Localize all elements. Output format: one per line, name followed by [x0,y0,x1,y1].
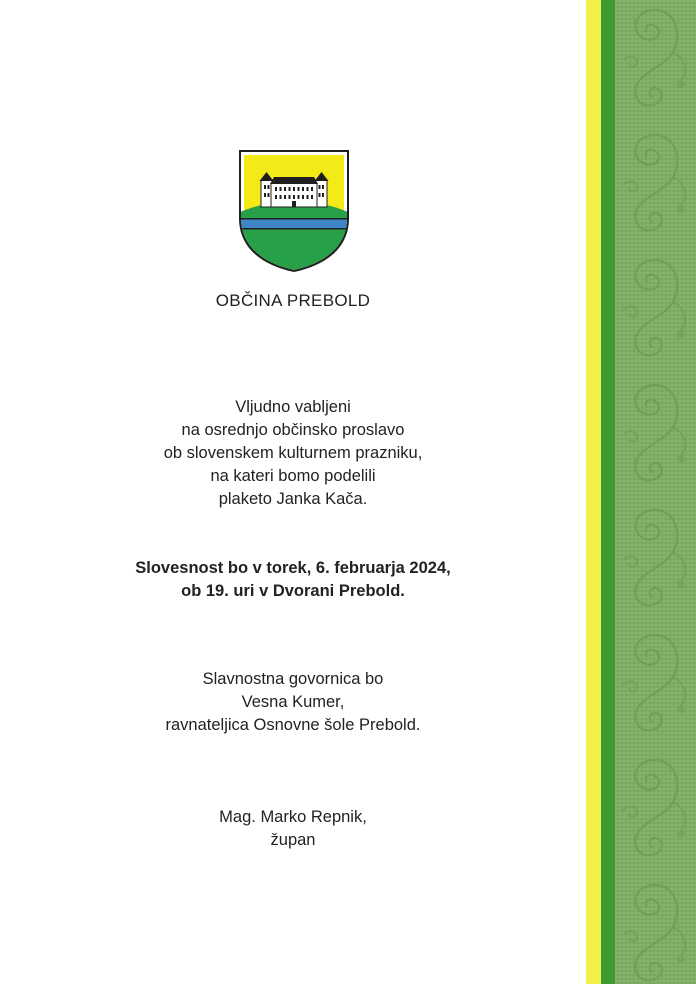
yellow-stripe [586,0,601,984]
municipality-name [0,289,586,312]
green-stripe [601,0,615,984]
signature-line: župan [270,831,316,849]
event-details [0,557,586,603]
invitation-line: na osrednjo občinsko proslavo [181,421,405,439]
invitation-line: ob slovenskem kulturnem prazniku, [163,444,423,462]
event-line: Slovesnost bo v torek, 6. februarja 2024, [135,559,451,577]
event-line: ob 19. uri v Dvorani Prebold. [181,582,405,600]
signature-line: Mag. Marko Repnik, [219,808,367,826]
invitation-line: na kateri bomo podelili [210,467,376,485]
speaker-line: Vesna Kumer, [241,693,345,711]
speaker-info [0,668,586,737]
decorative-border [615,0,696,984]
signature-block [0,806,586,852]
municipality-title: OBČINA PREBOLD [215,291,371,310]
invitation-line: plaketo Janka Kača. [218,490,368,508]
speaker-line: ravnateljica Osnovne šole Prebold. [165,716,421,734]
swirl-ornament-icon [615,0,696,984]
invitation-text [0,396,586,511]
invitation-line: Vljudno vabljeni [235,398,351,416]
speaker-line: Slavnostna govornica bo [202,670,384,688]
coat-of-arms-icon [236,148,352,274]
